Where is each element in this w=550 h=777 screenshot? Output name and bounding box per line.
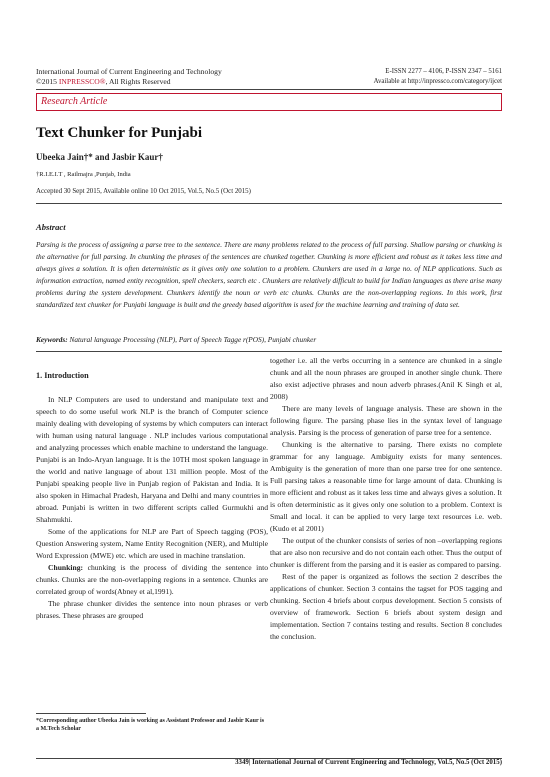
footnote-rule	[36, 713, 146, 714]
authors: Ubeeka Jain†* and Jasbir Kaur†	[36, 152, 163, 162]
right-paragraph-1: together i.e. all the verbs occurring in a sentence are chunked in a single chunk and all the noun phrases are grouped in another single chunk. There also exist adjective phrases and noun adverb phrases.(Anil K Singh et al, 2008)	[270, 356, 502, 401]
keywords-text: Natural language Processing (NLP), Part of Speech Tagge r(POS), Punjabi chunker	[67, 335, 317, 344]
right-paragraph-5: Rest of the paper is organized as follows the section 2 describes the applications of chunker. Section 3 contains the tagset for POS tagging and chunking. Section 4 briefs about corpus development. Section 5 consists of overview of framework. Section 6 briefs about system design and implementation. Section 7 contains testing and results. Section 8 concludes the conclusion.	[270, 572, 502, 641]
right-paragraph-3: Chunking is the alternative to parsing. There exists no complete grammar for any language. Ambiguity exists for many sentences. Ambiguity is the generation of more than one parse tree for one sentence. Full parsing takes a reasonable time for large amount of data. Chunking is more efficient and robust as it takes less time and always gives a solution. It is often deterministic as it gives only one solution to a problem. Context is Small and local. it can be applied to very large text resources i.e. web.(Kudo et al 2001)	[270, 440, 502, 533]
right-column	[270, 355, 502, 643]
abstract-heading: Abstract	[36, 222, 66, 232]
keywords	[36, 335, 502, 344]
right-paragraph-2: There are many levels of language analysis. These are shown in the following figure. The parsing phase lies in the syntax level of language analysis. Parsing is the process of generation of parse tree for a sentence.	[270, 404, 502, 437]
availability-link[interactable]: Available at http://inpressco.com/category/ijcet	[373, 78, 502, 85]
intro-paragraph-2: Some of the applications for NLP are Part of Speech tagging (POS), Question Answering system, Name Entity Recognition (NER), and Multiple Word Expression (MWE) etc. which are used in machine translation.	[36, 527, 268, 560]
journal-name: International Journal of Current Engineering and Technology	[36, 67, 222, 76]
copyright-line: ©2015 INPRESSCO®, All Rights Reserved	[36, 77, 171, 86]
header-left	[36, 67, 222, 87]
header-right	[374, 67, 502, 87]
publisher-name: INPRESSCO®	[58, 77, 106, 86]
article-type-box	[36, 93, 502, 111]
page-footer: 3349| International Journal of Current Engineering and Technology, Vol.5, No.5 (Oct 2015)	[235, 759, 502, 766]
article-type: Research Article	[41, 96, 108, 107]
left-column	[36, 370, 268, 622]
section-heading: 1. Introduction	[36, 371, 89, 380]
keywords-rule	[36, 351, 502, 352]
abstract-text: Parsing is the process of assigning a parse tree to the sentence. There are many problems related to the process of full parsing. Shallow parsing or chunking is the alternative for full parsing. In chunking the phrases of the sentences are chunked together. Chunking is more efficient and robust as it takes less time and always gives a solution. It is often deterministic as it gives only one solution to a problem. Chunkers are used in a large no. of NLP applications. Such as information extraction, named entity recognition, spell checkers, search etc . Chunkers are relatively difficult to build for Indian languages as there arise many problems during the system development. Chunkers identify the noun or verb etc chunks. Chunks are the non-overlapping regions. In this work, first standardized text chunker for Punjabi language is built and the greedy based algorithm is used for the machine learning and training of data set.	[36, 240, 502, 309]
affiliation: †R.I.E.I.T , Railmajra ,Punjab, India	[36, 171, 131, 178]
paper-title: Text Chunker for Punjabi	[36, 125, 203, 141]
right-paragraph-4: The output of the chunker consists of series of non –overlapping regions that are also non recursive and do not contain each other. Thus the output of chunker is different from the parsing and it is easier as compared to parsing.	[270, 536, 502, 569]
header-rule	[36, 89, 502, 90]
publication-dates: Accepted 30 Sept 2015, Available online 10 Oct 2015, Vol.5, No.5 (Oct 2015)	[36, 188, 251, 195]
intro-paragraph-1: In NLP Computers are used to understand and manipulate text and speech to do some useful work NLP is the branch of Computer science mainly dealing with developing of systems by which computers can interact with human using natural language . NLP includes various computational and analyzing processes which enable machine to understand the language. Punjabi is an Indo-Aryan language. It is the 10TH most spoken language in the world and native language of about 131 million people. Most of the Punjabi speaking people live in Punjab region of Pakistan and India. It is also spoken in Himachal Pradesh, Haryana and Delhi and many countries in abroad. Punjabi is written in two different scripts called Gurmukhi and Shahmukhi.	[36, 395, 268, 524]
intro-paragraph-4: The phrase chunker divides the sentence into noun phrases or verb phrases. These phrases are grouped	[36, 599, 268, 620]
intro-paragraph-3: Chunking: chunking is the process of dividing the sentence into chunks. Chunks are the non-overlapping regions in a sentence. Chunks are correlated group of words(Abney et al,1991).	[36, 563, 268, 596]
keywords-label: Keywords:	[36, 335, 68, 344]
divider	[36, 203, 502, 204]
issn: E-ISSN 2277 – 4106, P-ISSN 2347 – 5161	[385, 68, 502, 75]
footnote: *Corresponding author Ubeeka Jain is working as Assistant Professor and Jasbir Kaur is a M.Tech Scholar	[36, 718, 265, 732]
